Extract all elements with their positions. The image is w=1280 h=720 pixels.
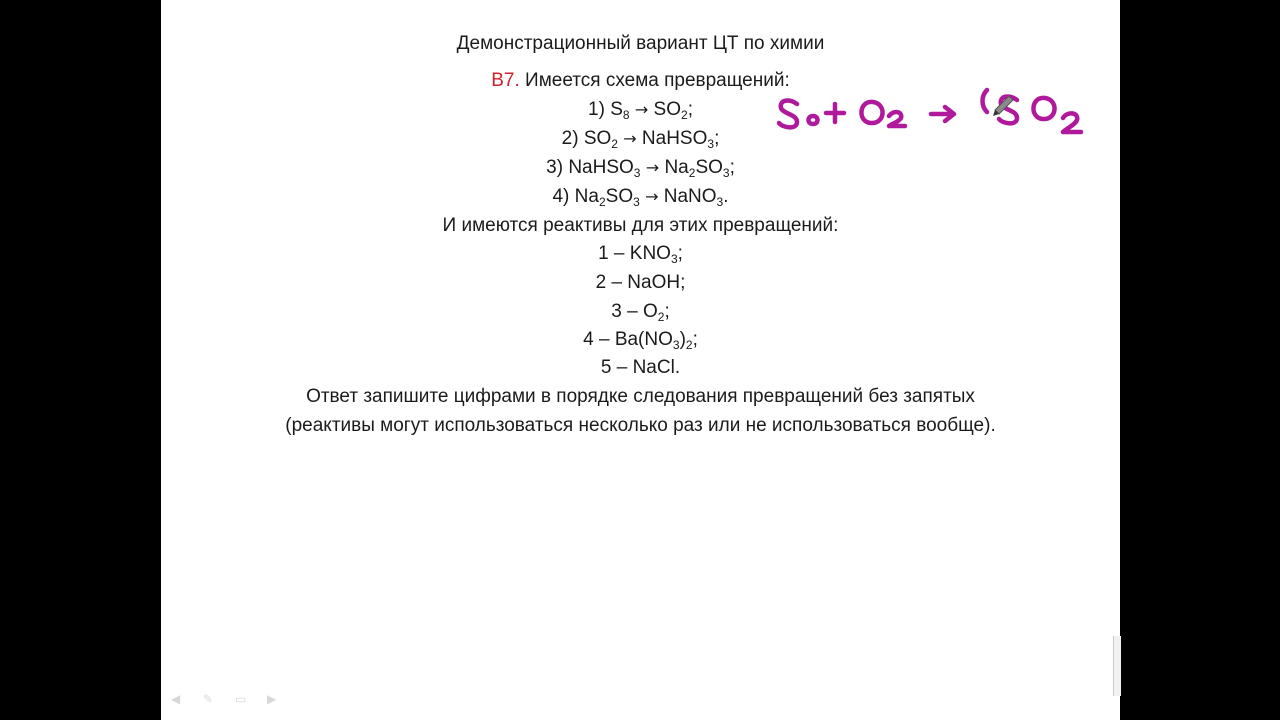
pen-icon[interactable]: ✎	[203, 692, 214, 706]
reagent-4: $4 - Ba(NO_3)_2$;	[583, 329, 698, 352]
arrow-icon: →	[623, 129, 637, 148]
scheme-1: 1) $S_8 \to SO_2$;	[588, 99, 693, 122]
handwritten-o-glyph	[861, 102, 882, 123]
scheme-2: 2) $SO_2$ → NaHSO$_3$;	[561, 128, 720, 151]
reagent-2: 2 – NaOH;	[595, 272, 686, 293]
scheme-3: 3) NaHSO$_3$ → $Na_2SO_3$;	[546, 157, 735, 180]
slide-canvas	[161, 0, 1120, 720]
back-arrow-icon[interactable]: ◀	[171, 692, 181, 706]
reagent-3: $3 - O_2$;	[611, 301, 670, 324]
slideshow-toolbar	[171, 692, 285, 706]
arrow-icon: →	[645, 158, 660, 177]
handwritten-2-glyph	[889, 112, 905, 126]
scrollbar[interactable]	[1113, 636, 1121, 696]
handwritten-plus-glyph	[826, 104, 844, 122]
answer-instruction-2: (реактивы могут использоваться несколько раз или не использоваться вообще).	[285, 415, 996, 436]
handwritten-paren-glyph	[983, 90, 988, 112]
forward-icon[interactable]: ▶	[267, 692, 277, 706]
handwritten-arrow-glyph	[931, 107, 954, 121]
reagent-5: 5 – NaCl.	[600, 357, 681, 378]
handwritten-8-glyph	[809, 116, 818, 124]
answer-instruction-1: Ответ запишите цифрами в порядке следования превращений без запятых	[306, 386, 975, 407]
slide-title: Демонстрационный вариант ЦТ по химии	[456, 33, 825, 54]
menu-icon[interactable]: ▭	[235, 692, 247, 706]
reagent-1: $1 - KNO_3$;	[598, 243, 683, 266]
handwritten-s-glyph	[779, 101, 797, 128]
handwritten-annotation	[773, 78, 1118, 140]
reagents-intro: И имеются реактивы для этих превращений:	[442, 215, 839, 236]
task-intro: Имеется схема превращений:	[519, 70, 790, 91]
arrow-icon: →	[645, 187, 659, 206]
scheme-4: 4) $Na_2SO_3$ → NaNO$_3$.	[552, 186, 729, 209]
handwritten-2b-glyph	[1063, 113, 1081, 132]
handwritten-o2-glyph	[1033, 98, 1054, 119]
task-marker: B7.	[491, 70, 520, 91]
arrow-icon: →	[634, 100, 649, 119]
